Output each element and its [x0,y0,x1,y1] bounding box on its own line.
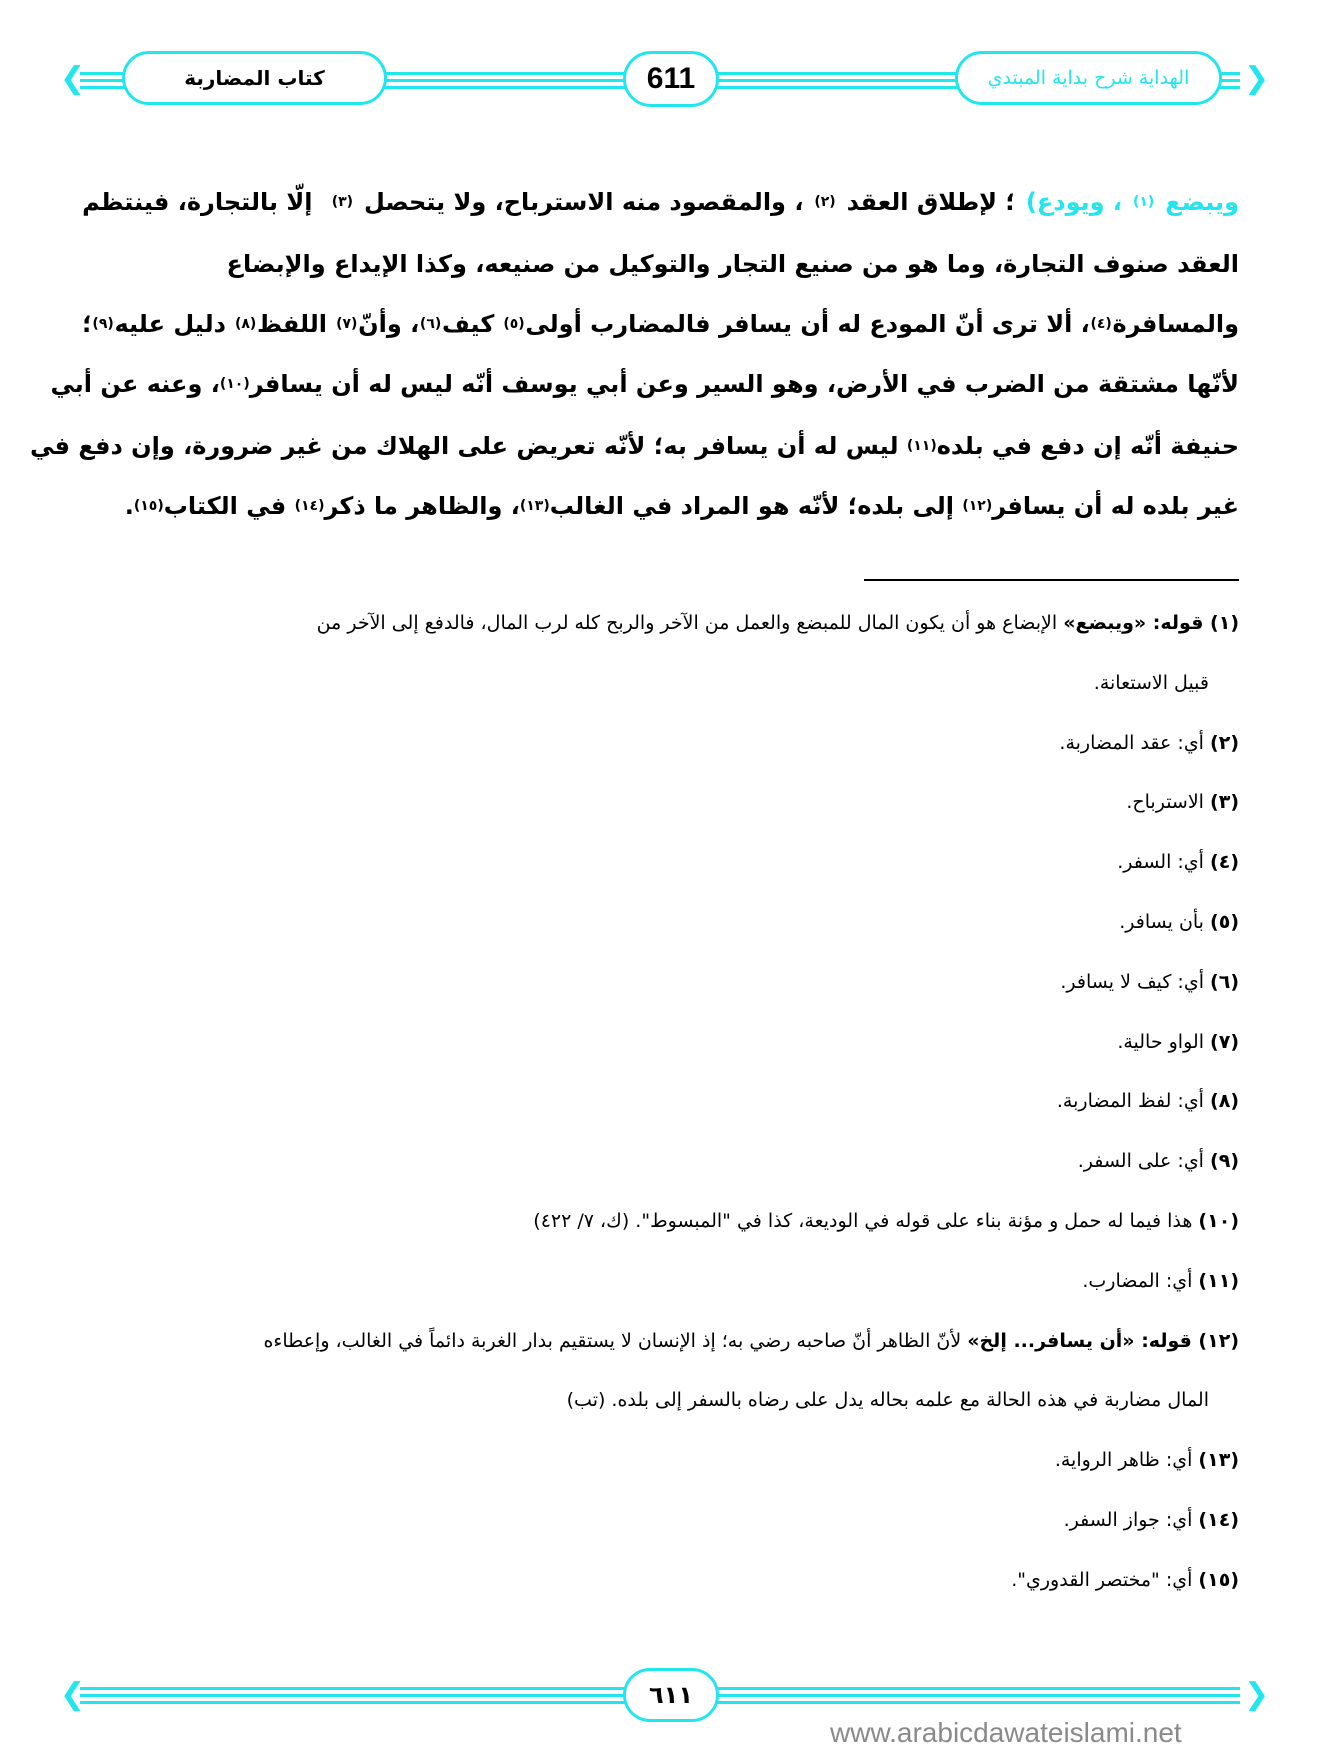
footnote-text: الواو حالية. [1117,1030,1211,1053]
highlighted-text: ، ويودع) [1025,188,1123,216]
book-title: الهداية شرح بداية المبتدي [955,51,1222,105]
text-line [50,364,1239,404]
footer-page-number: ٦١١ [623,1668,719,1722]
footnote-text: أي: لفظ المضاربة. [1056,1090,1211,1113]
footnote [82,785,1239,819]
footnote [82,1084,1239,1118]
footnote-number: (١٥) [1198,1568,1239,1591]
footnote-ref[interactable]: (١٣) [519,498,550,514]
footnote-number: (١٤) [1198,1509,1239,1531]
footnote-number: (٦) [1210,970,1239,993]
footnote [82,905,1239,939]
chapter-title: كتاب المضاربة [122,51,387,105]
text-line [30,426,1239,466]
text-segment: ، ألا ترى أنّ المودع له أن يسافر فالمضارب أولى [525,310,1090,338]
text-segment: . [124,492,134,520]
text-segment: ليس له أن يسافر به؛ لأنّه تعريض على الهلاك من غير ضرورة، وإن دفع في [30,432,907,460]
footnote-divider [864,579,1239,581]
footnote-number: (١٣) [1198,1449,1239,1472]
footnote-number: (٢) [1210,731,1239,754]
footnote-text: هذا فيما له حمل و مؤنة بناء على قوله في الوديعة، كذا في "المبسوط". (ك، ٧/ ٤٢٢) [533,1210,1199,1232]
footnote-text: أي: السفر. [1117,851,1211,874]
footnote-ref[interactable]: (١٠) [219,376,250,392]
footnote-text: لأنّ الظاهر أنّ صاحبه رضي به؛ إذ الإنسان لا يستقيم بدار الغربة دائماً في الغالب، وإعطاءه [263,1329,968,1352]
footnote [82,1144,1239,1178]
footnote-continuation: قبيل الاستعانة. [1093,671,1209,694]
footnote-number: (٥) [1210,911,1239,933]
footnote-ref[interactable]: (٧) [336,316,358,332]
footnote [82,606,1239,640]
footnote-ref[interactable]: (١٥) [133,498,164,514]
text-segment: العقد صنوف التجارة، وما هو من صنيع التجار والتوكيل من صنيعه، وكذا الإيداع والإبضاع [226,250,1239,278]
footnote-number: (٧) [1210,1030,1239,1053]
footnote-continuation: المال مضاربة في هذه الحالة مع علمه بحاله يدل على رضاه بالسفر إلى بلده. (تب) [566,1389,1209,1412]
footnote-number: (٣) [1210,791,1239,814]
ornament-icon: ❮ [60,61,86,96]
footnote-number: (١١) [1198,1269,1239,1292]
text-segment: والمسافرة [1112,310,1239,338]
text-segment: ؛ لإطلاق العقد [846,188,1015,216]
ornament-icon: ❯ [1244,61,1270,96]
text-segment: ، وعنه عن أبي [50,370,220,398]
footnote-ref[interactable]: (٢) [814,194,836,210]
ornament-icon: ❯ [1244,1677,1270,1712]
text-segment: دليل عليه [114,310,235,338]
text-segment: ، والظاهر ما ذكر [324,492,520,520]
text-segment: اللفظ [257,310,336,338]
footnote-ref[interactable]: (٩) [92,316,114,332]
footnote [82,1264,1239,1298]
footnote-number: (٩) [1210,1150,1239,1173]
text-line [82,486,1239,526]
footnote-text: أي: عقد المضاربة. [1059,731,1211,754]
footnote-ref[interactable]: (٨) [234,316,257,332]
text-segment: في الكتاب [163,492,295,520]
footnote-text: أي: ظاهر الرواية. [1054,1449,1199,1472]
text-segment: غير بلده له أن يسافر [992,492,1239,520]
footnote-number: (٨) [1210,1090,1239,1113]
footnote-text: الإبضاع هو أن يكون المال للمبضع والعمل من الآخر والربح كله لرب المال، فالدفع إلى الآخر من [316,612,1064,634]
footnote-ref[interactable]: (٣) [331,194,354,210]
footnote [82,845,1239,879]
text-segment: إلى بلده؛ لأنّه هو المراد في الغالب [549,492,963,520]
text-segment: ؛ [82,310,92,338]
text-segment: كيف [441,310,503,338]
footnote-text: أي: على السفر. [1077,1150,1211,1173]
footnote-number: (٤) [1210,851,1239,874]
footnote [82,726,1239,760]
highlighted-text: ويبضع [1165,188,1239,216]
footnote-lemma: قوله: «ويبضع» [1063,612,1211,634]
footnote-ref[interactable]: (١) [1132,194,1155,210]
footnote-lemma: قوله: «أن يسافر... إلخ» [967,1329,1199,1352]
footnote-number: (١٠) [1198,1210,1239,1232]
footnote-text: أي: كيف لا يسافر. [1060,970,1211,993]
footnote-ref[interactable]: (١١) [906,438,937,454]
footnote-number: (١) [1210,612,1239,634]
footnote-number: (١٢) [1198,1329,1239,1352]
footnote [82,1503,1239,1537]
footnote-ref[interactable]: (٦) [419,316,442,332]
text-segment: حنيفة أنّه إن دفع في بلده [936,432,1239,460]
footnote-text: أي: المضارب. [1082,1269,1199,1292]
footnote-ref[interactable]: (٥) [503,316,525,332]
footnote-text: أي: جواز السفر. [1063,1509,1199,1531]
footnote-ref[interactable]: (١٤) [294,498,325,514]
footnote [82,1443,1239,1477]
text-segment: ، والمقصود منه الاسترباح، ولا يتحصل [363,188,804,216]
page-number: 611 [623,51,719,107]
text-line [82,304,1239,344]
text-segment: ، وأنّ [358,310,420,338]
footnote-ref[interactable]: (٤) [1090,316,1112,332]
ornament-icon: ❮ [60,1677,86,1712]
footnote [82,965,1239,999]
footnote-text: الاسترباح. [1126,791,1211,814]
text-segment: إلّا بالتجارة، فينتظم [82,188,321,216]
footnote [82,1204,1239,1238]
watermark: www.arabicdawateislami.net [830,1717,1182,1748]
text-line [82,244,1239,284]
footnote [82,1563,1239,1597]
footnote-text: أي: "مختصر القدوري". [1011,1568,1199,1591]
text-segment: لأنّها مشتقة من الضرب في الأرض، وهو السير وعن أبي يوسف أنّه ليس له أن يسافر [249,370,1239,398]
footnote-text: بأن يسافر. [1119,911,1211,933]
text-line [82,182,1239,222]
footnote [82,1025,1239,1059]
footnote [82,1324,1239,1358]
footnote-ref[interactable]: (١٢) [962,498,993,514]
